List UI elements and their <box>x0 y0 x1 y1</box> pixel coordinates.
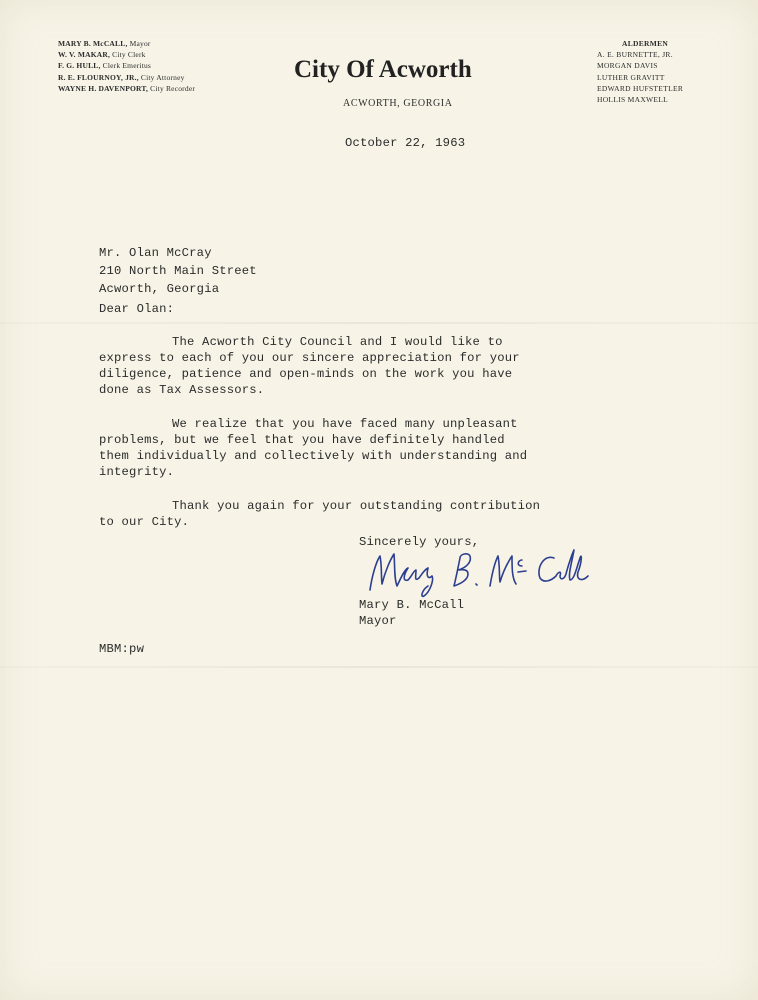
aldermen-list <box>597 38 683 105</box>
body-line: Thank you again for your outstanding contribution <box>172 499 541 513</box>
letterhead-city-name: City Of Acworth <box>294 56 472 83</box>
salutation: Dear Olan: <box>99 302 175 316</box>
body-line: The Acworth City Council and I would like to <box>172 335 503 349</box>
body-line: done as Tax Assessors. <box>99 383 265 397</box>
official-entry: WAYNE H. DAVENPORT, City Recorder <box>58 83 196 93</box>
letter-body <box>99 334 540 548</box>
official-entry: F. G. HULL, Clerk Emeritus <box>58 61 152 71</box>
alderman-entry: EDWARD HUFSTETLER <box>597 83 684 93</box>
city-officials-list <box>58 38 195 94</box>
official-entry: W. V. MAKAR, City Clerk <box>58 50 146 60</box>
alderman-entry: A. E. BURNETTE, JR. <box>597 50 673 60</box>
official-entry: MARY B. McCALL, Mayor <box>58 39 151 48</box>
recipient-address <box>99 244 257 298</box>
letter-date: October 22, 1963 <box>345 136 466 150</box>
body-line: diligence, patience and open-minds on the work you have <box>99 367 513 381</box>
alderman-entry: LUTHER GRAVITT <box>597 72 665 82</box>
body-paragraph <box>99 334 540 398</box>
body-line: We realize that you have faced many unpleasant <box>172 417 518 431</box>
signer-name: Mary B. McCall <box>359 598 465 612</box>
paper-fold-lower <box>0 666 758 668</box>
body-paragraph <box>99 498 540 530</box>
recipient-line: 210 North Main Street <box>99 264 257 278</box>
closing: Sincerely yours, <box>359 535 480 549</box>
recipient-line: Acworth, Georgia <box>99 282 220 296</box>
alderman-entry: HOLLIS MAXWELL <box>597 95 669 105</box>
signer-block <box>359 597 464 629</box>
letterhead-city-location: ACWORTH, GEORGIA <box>343 98 453 109</box>
paper-fold-upper <box>0 322 758 324</box>
body-line: them individually and collectively with understanding and <box>99 449 528 463</box>
body-line: to our City. <box>99 515 190 529</box>
official-entry: R. E. FLOURNOY, JR., City Attorney <box>58 72 185 82</box>
body-paragraph <box>99 416 540 480</box>
recipient-line: Mr. Olan McCray <box>99 246 212 260</box>
reference-initials: MBM:pw <box>99 642 145 656</box>
signer-title: Mayor <box>359 614 397 628</box>
body-line: express to each of you our sincere appreciation for your <box>99 351 520 365</box>
aldermen-heading: ALDERMEN <box>622 39 669 48</box>
body-line: integrity. <box>99 465 175 479</box>
handwritten-signature <box>364 540 609 598</box>
body-line: problems, but we feel that you have definitely handled <box>99 433 505 447</box>
alderman-entry: MORGAN DAVIS <box>597 61 658 71</box>
